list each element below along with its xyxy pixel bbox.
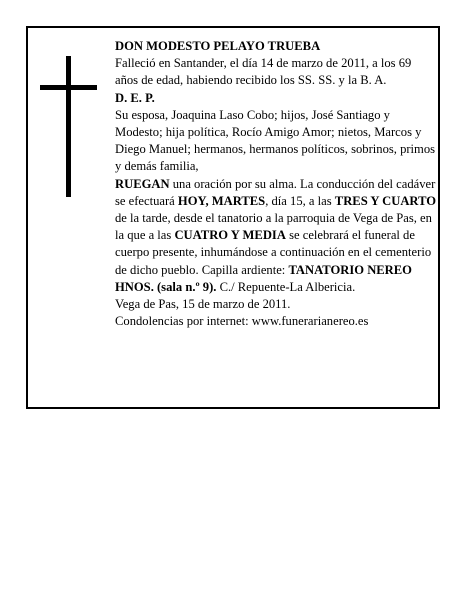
ceremony-details (115, 176, 437, 296)
day-bold: HOY, MARTES (177, 193, 266, 208)
ceremony-text-1: una oración por su alma. La conducción del cadáver se efectuará (115, 176, 436, 208)
time-bold: TRES Y CUARTO (334, 193, 437, 208)
condolences-line: Condolencias por internet: www.funerarianereo.es (115, 314, 369, 329)
dep-line: D. E. P. (115, 90, 155, 105)
deceased-name: DON MODESTO PELAYO TRUEBA (115, 39, 321, 53)
obituary-text (115, 38, 437, 330)
ceremony-text-4: se celebrará el funeral de cuerpo presente, inhumándose a continuación en el cementerio de dicho pueblo. Capilla ardiente: (115, 228, 432, 277)
ceremony-text-3: de la tarde, desde el tanatorio a la parroquia de Vega de Pas, en la que a las (115, 211, 432, 243)
cross-horizontal-bar (40, 85, 97, 90)
cross-vertical-bar (66, 56, 71, 197)
ceremony-text-2: , día 15, a las (265, 193, 335, 208)
death-info: Falleció en Santander, el día 14 de marzo de 2011, a los 69 años de edad, habiendo recibido los SS. SS. y la B. A. (115, 56, 412, 88)
place-date: Vega de Pas, 15 de marzo de 2011. (115, 297, 291, 312)
obituary-notice (26, 26, 440, 409)
ceremony-text-5: C./ Repuente-La Albericia. (216, 279, 356, 294)
ruegan-word: RUEGAN (115, 176, 170, 191)
funeral-time-bold: CUATRO Y MEDIA (174, 228, 286, 243)
family-list: Su esposa, Joaquina Laso Cobo; hijos, José Santiago y Modesto; hija política, Rocío Amigo Amor; nietos, Marcos y Diego Manuel; hermanos, hermanos políticos, sobrinos, primos y demás familia, (115, 107, 436, 174)
chapel-bold: TANATORIO NEREO HNOS. (sala n.º 9). (115, 262, 412, 294)
